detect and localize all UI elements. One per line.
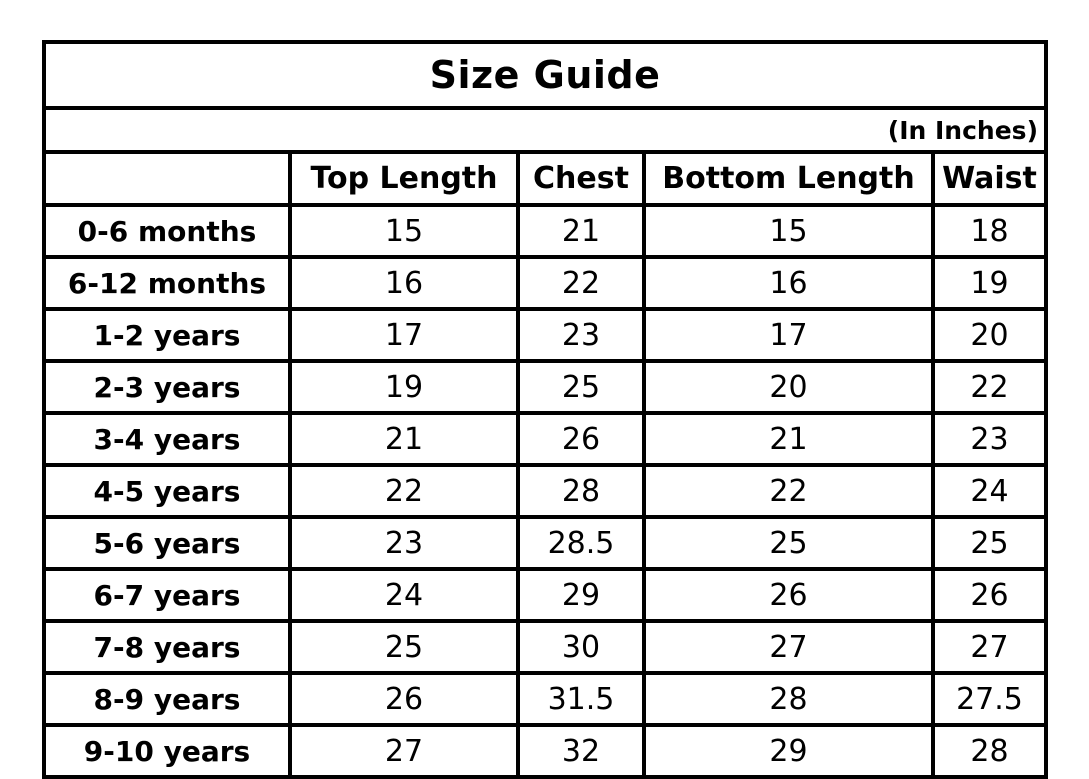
row-label: 3-4 years — [44, 413, 290, 465]
cell-bottom-length: 26 — [644, 569, 933, 621]
table-row — [44, 465, 1046, 517]
cell-bottom-length: 27 — [644, 621, 933, 673]
header-corner-cell — [44, 152, 290, 205]
table-row — [44, 725, 1046, 777]
cell-bottom-length: 29 — [644, 725, 933, 777]
cell-waist: 18 — [933, 205, 1046, 257]
cell-chest: 26 — [518, 413, 644, 465]
cell-chest: 31.5 — [518, 673, 644, 725]
cell-chest: 28 — [518, 465, 644, 517]
row-label: 9-10 years — [44, 725, 290, 777]
units-note: (In Inches) — [44, 108, 1046, 152]
cell-chest: 23 — [518, 309, 644, 361]
row-label: 8-9 years — [44, 673, 290, 725]
cell-chest: 21 — [518, 205, 644, 257]
title-row — [44, 42, 1046, 108]
cell-waist: 20 — [933, 309, 1046, 361]
size-guide-table-wrapper — [42, 40, 1044, 779]
row-label: 4-5 years — [44, 465, 290, 517]
row-label: 0-6 months — [44, 205, 290, 257]
cell-top-length: 26 — [290, 673, 518, 725]
table-row — [44, 309, 1046, 361]
cell-bottom-length: 17 — [644, 309, 933, 361]
table-row — [44, 205, 1046, 257]
cell-bottom-length: 20 — [644, 361, 933, 413]
header-row — [44, 152, 1046, 205]
cell-chest: 22 — [518, 257, 644, 309]
cell-top-length: 25 — [290, 621, 518, 673]
cell-bottom-length: 22 — [644, 465, 933, 517]
cell-bottom-length: 28 — [644, 673, 933, 725]
table-row — [44, 569, 1046, 621]
cell-bottom-length: 25 — [644, 517, 933, 569]
cell-top-length: 21 — [290, 413, 518, 465]
cell-waist: 24 — [933, 465, 1046, 517]
cell-top-length: 27 — [290, 725, 518, 777]
table-row — [44, 621, 1046, 673]
cell-bottom-length: 21 — [644, 413, 933, 465]
page-title: Size Guide — [44, 42, 1046, 108]
cell-waist: 26 — [933, 569, 1046, 621]
cell-top-length: 19 — [290, 361, 518, 413]
units-row — [44, 108, 1046, 152]
cell-bottom-length: 15 — [644, 205, 933, 257]
column-header-bottom-length: Bottom Length — [644, 152, 933, 205]
row-label: 6-12 months — [44, 257, 290, 309]
cell-chest: 30 — [518, 621, 644, 673]
cell-waist: 22 — [933, 361, 1046, 413]
cell-top-length: 16 — [290, 257, 518, 309]
column-header-waist: Waist — [933, 152, 1046, 205]
cell-chest: 29 — [518, 569, 644, 621]
column-header-chest: Chest — [518, 152, 644, 205]
cell-chest: 32 — [518, 725, 644, 777]
cell-top-length: 22 — [290, 465, 518, 517]
table-row — [44, 517, 1046, 569]
cell-waist: 19 — [933, 257, 1046, 309]
cell-waist: 27 — [933, 621, 1046, 673]
cell-waist: 23 — [933, 413, 1046, 465]
cell-chest: 28.5 — [518, 517, 644, 569]
table-row — [44, 257, 1046, 309]
cell-bottom-length: 16 — [644, 257, 933, 309]
cell-top-length: 23 — [290, 517, 518, 569]
row-label: 7-8 years — [44, 621, 290, 673]
cell-top-length: 17 — [290, 309, 518, 361]
cell-top-length: 15 — [290, 205, 518, 257]
row-label: 6-7 years — [44, 569, 290, 621]
row-label: 2-3 years — [44, 361, 290, 413]
row-label: 5-6 years — [44, 517, 290, 569]
table-row — [44, 673, 1046, 725]
table-row — [44, 413, 1046, 465]
cell-chest: 25 — [518, 361, 644, 413]
row-label: 1-2 years — [44, 309, 290, 361]
cell-waist: 25 — [933, 517, 1046, 569]
size-guide-table — [42, 40, 1048, 779]
cell-top-length: 24 — [290, 569, 518, 621]
cell-waist: 28 — [933, 725, 1046, 777]
table-row — [44, 361, 1046, 413]
cell-waist: 27.5 — [933, 673, 1046, 725]
column-header-top-length: Top Length — [290, 152, 518, 205]
